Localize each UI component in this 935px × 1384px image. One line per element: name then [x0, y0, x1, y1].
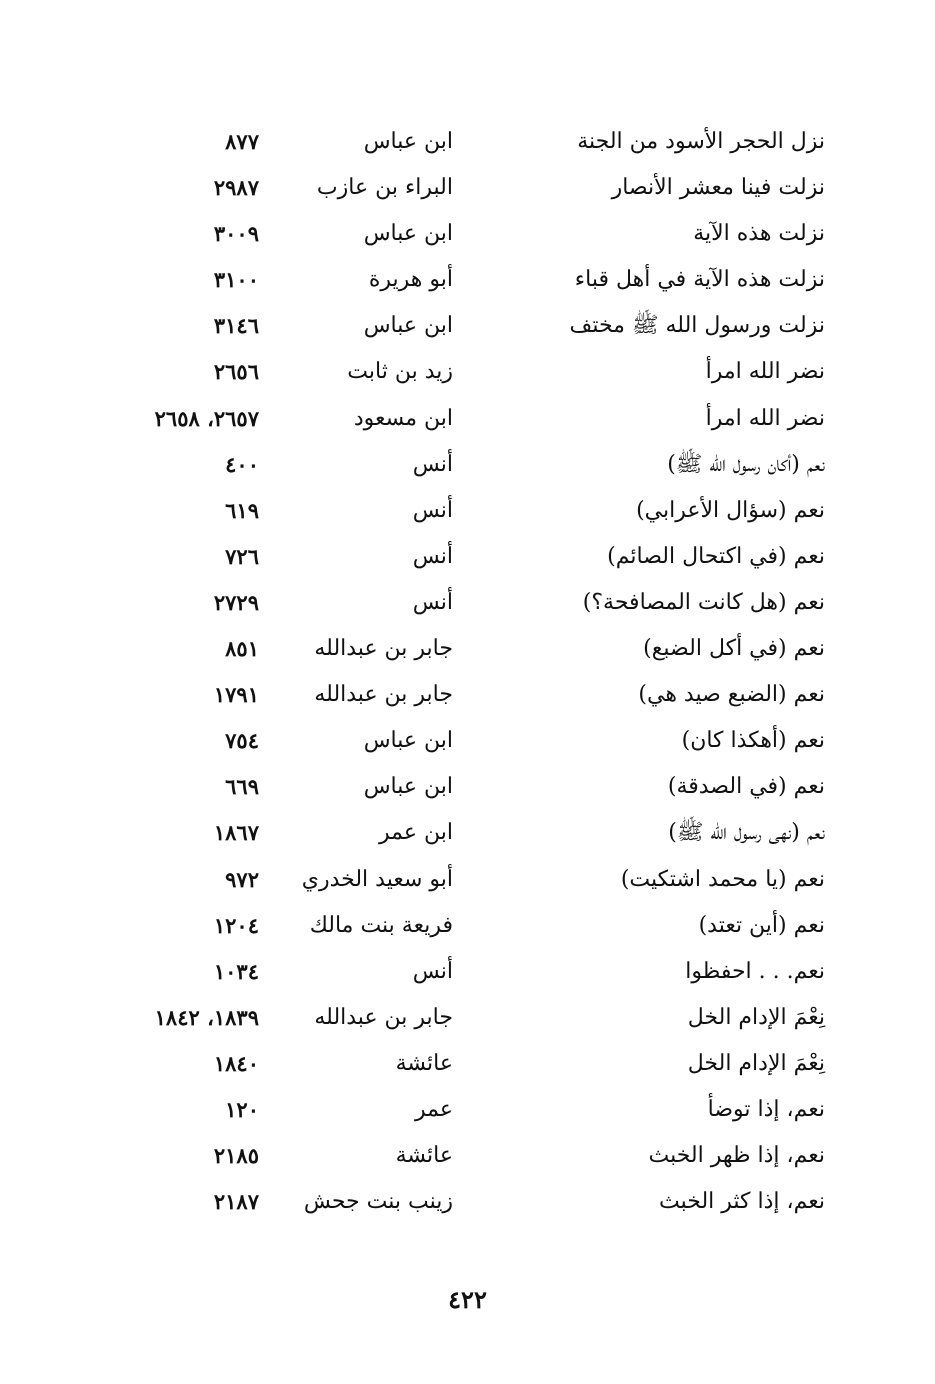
- hadith-numbers: ٧٢٦: [225, 543, 259, 569]
- index-row: [0, 1042, 935, 1088]
- index-row: [0, 811, 935, 857]
- narrator-name: ابن مسعود: [353, 405, 453, 431]
- index-row: [0, 581, 935, 627]
- index-row: [0, 1134, 935, 1180]
- hadith-phrase: نضر الله امرأ: [705, 405, 825, 431]
- index-row: [0, 120, 935, 166]
- hadith-phrase: نعم (أكان رسول الله ﷺ): [667, 451, 825, 477]
- index-row: [0, 1088, 935, 1134]
- hadith-numbers: ٢٦٥٦: [213, 359, 259, 385]
- hadith-numbers: ٦٦٩: [225, 774, 259, 800]
- hadith-numbers: ٢٦٥٧، ٢٦٥٨: [154, 405, 259, 431]
- narrator-name: أنس: [412, 958, 453, 984]
- narrator-name: جابر بن عبدالله: [314, 682, 453, 708]
- hadith-numbers: ١٢٠: [225, 1096, 259, 1122]
- index-row: [0, 258, 935, 304]
- index-row: [0, 673, 935, 719]
- narrator-name: عائشة: [395, 1143, 453, 1169]
- hadith-numbers: ١٨٤٠: [213, 1050, 259, 1076]
- hadith-numbers: ٣١٠٠: [213, 267, 259, 293]
- hadith-numbers: ٢٩٨٧: [213, 175, 259, 201]
- hadith-phrase: نِعْمَ الإدام الخل: [687, 1050, 825, 1076]
- hadith-numbers: ٨٧٧: [225, 129, 259, 154]
- hadith-numbers: ٨٥١: [225, 636, 259, 662]
- hadith-phrase: نعم، إذا ظهر الخبث: [648, 1143, 825, 1169]
- narrator-name: أبو هريرة: [368, 267, 453, 293]
- narrator-name: عائشة: [395, 1050, 453, 1076]
- index-row: [0, 858, 935, 904]
- hadith-numbers: ١٠٣٤: [213, 958, 259, 984]
- index-row: [0, 719, 935, 765]
- narrator-name: أبو سعيد الخدري: [301, 866, 453, 892]
- hadith-numbers: ٢٧٢٩: [213, 589, 259, 615]
- hadith-phrase: نعم (هل كانت المصافحة؟): [582, 589, 825, 615]
- hadith-phrase: نعم (يا محمد اشتكيت): [620, 866, 825, 892]
- index-row: [0, 166, 935, 212]
- narrator-name: أنس: [412, 451, 453, 477]
- hadith-phrase: نعم (أهكذا كان): [681, 728, 825, 754]
- narrator-name: البراء بن عازب: [316, 175, 453, 201]
- hadith-phrase: نِعْمَ الإدام الخل: [687, 1004, 825, 1030]
- index-row: [0, 304, 935, 350]
- narrator-name: جابر بن عبدالله: [314, 636, 453, 662]
- index-row: [0, 535, 935, 581]
- hadith-numbers: ١٧٩١: [213, 682, 259, 708]
- narrator-name: فريعة بنت مالك: [309, 912, 453, 938]
- index-row: [0, 212, 935, 258]
- index-row: [0, 765, 935, 811]
- index-row: [0, 904, 935, 950]
- hadith-phrase: نضر الله امرأ: [705, 359, 825, 385]
- hadith-phrase: نزلت ورسول الله ﷺ مختف: [569, 313, 825, 339]
- hadith-numbers: ٩٧٢: [225, 866, 259, 892]
- narrator-name: ابن عباس: [363, 774, 453, 800]
- narrator-name: ابن عباس: [363, 728, 453, 754]
- hadith-phrase: نعم (في أكل الضبع): [643, 636, 825, 662]
- narrator-name: ابن عمر: [379, 820, 453, 846]
- hadith-phrase: نعم (في الصدقة): [667, 774, 825, 800]
- hadith-numbers: ٧٥٤: [225, 728, 259, 754]
- hadith-phrase: نزلت هذه الآية: [693, 221, 825, 247]
- index-row: [0, 1180, 935, 1226]
- hadith-numbers: ١٢٠٤: [213, 912, 259, 938]
- index-row: [0, 443, 935, 489]
- narrator-name: أنس: [412, 497, 453, 523]
- index-table: [0, 120, 935, 1226]
- hadith-numbers: ٣١٤٦: [213, 313, 259, 339]
- hadith-numbers: ٢١٨٥: [213, 1143, 259, 1169]
- narrator-name: ابن عباس: [363, 129, 453, 154]
- hadith-phrase: نزل الحجر الأسود من الجنة: [577, 129, 825, 154]
- narrator-name: ابن عباس: [363, 221, 453, 247]
- narrator-name: جابر بن عبدالله: [314, 1004, 453, 1030]
- hadith-phrase: نعم. . . احفظوا: [685, 958, 825, 984]
- hadith-phrase: نعم (في اكتحال الصائم): [607, 543, 825, 569]
- narrator-name: زينب بنت جحش: [303, 1189, 453, 1215]
- narrator-name: أنس: [412, 543, 453, 569]
- index-row: [0, 627, 935, 673]
- hadith-phrase: نعم، إذا توضأ: [707, 1096, 825, 1122]
- hadith-phrase: نعم (نهى رسول الله ﷺ): [668, 820, 825, 846]
- hadith-numbers: ٤٠٠: [225, 451, 259, 477]
- hadith-phrase: نعم (الضبع صيد هي): [638, 682, 825, 708]
- index-row: [0, 950, 935, 996]
- hadith-phrase: نعم (أين تعتد): [698, 912, 825, 938]
- index-row: [0, 350, 935, 396]
- hadith-phrase: نعم (سؤال الأعرابي): [636, 497, 825, 523]
- page-number: ٤٢٢: [448, 1285, 487, 1314]
- hadith-numbers: ٦١٩: [225, 497, 259, 523]
- hadith-numbers: ١٨٦٧: [213, 820, 259, 846]
- index-row: [0, 996, 935, 1042]
- narrator-name: زيد بن ثابت: [347, 359, 453, 385]
- index-row: [0, 397, 935, 443]
- hadith-phrase: نعم، إذا كثر الخبث: [659, 1189, 825, 1215]
- hadith-numbers: ٢١٨٧: [213, 1189, 259, 1215]
- narrator-name: أنس: [412, 589, 453, 615]
- narrator-name: ابن عباس: [363, 313, 453, 339]
- narrator-name: عمر: [415, 1096, 453, 1122]
- hadith-numbers: ٣٠٠٩: [213, 221, 259, 247]
- hadith-numbers: ١٨٣٩، ١٨٤٢: [154, 1004, 259, 1030]
- hadith-phrase: نزلت فينا معشر الأنصار: [611, 175, 825, 201]
- index-row: [0, 489, 935, 535]
- hadith-phrase: نزلت هذه الآية في أهل قباء: [574, 267, 825, 293]
